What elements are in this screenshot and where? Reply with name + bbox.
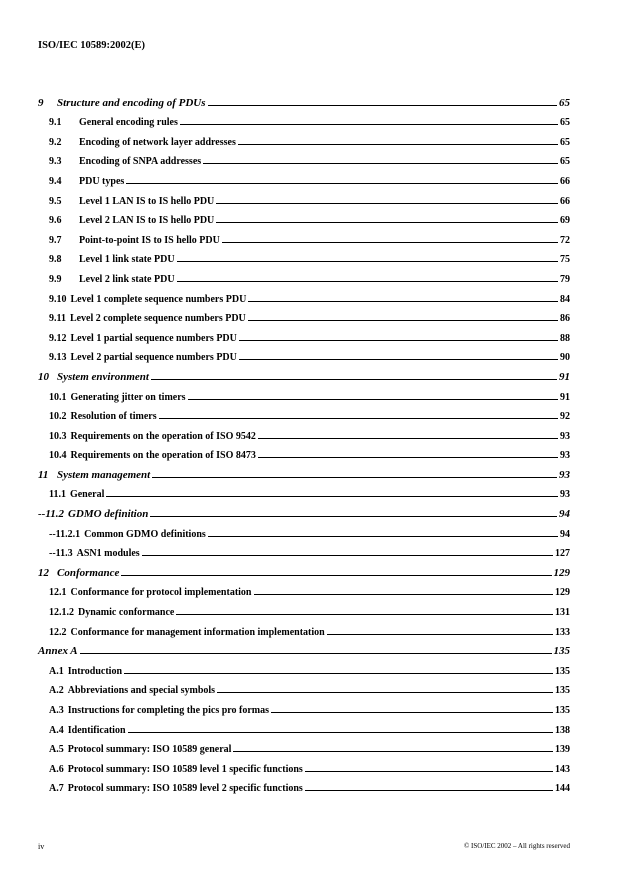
toc-entry-number: 9.7 [49, 234, 62, 246]
toc-subsection-entry[interactable] [38, 540, 570, 560]
toc-subsection-entry[interactable] [38, 422, 570, 442]
toc-entry-page: 72 [560, 234, 570, 246]
toc-leader-line [258, 438, 558, 439]
toc-subsection-entry[interactable] [38, 148, 570, 168]
toc-entry-number: --11.2.1 [49, 528, 81, 540]
toc-subsection-entry[interactable] [38, 324, 570, 344]
toc-entry-title: Conformance for protocol implementation [70, 587, 252, 599]
toc-entry-title: Resolution of timers [70, 411, 157, 423]
toc-entry-page: 75 [560, 254, 570, 266]
toc-subsection-entry[interactable] [38, 383, 570, 403]
toc-entry-page: 65 [560, 156, 570, 168]
toc-subsection-entry[interactable] [38, 579, 570, 599]
toc-entry-title: Conformance [57, 566, 120, 579]
toc-entry-number: 9.5 [49, 195, 62, 207]
toc-entry-page: 94 [559, 508, 570, 521]
toc-entry-number: 11.1 [49, 489, 66, 501]
toc-entry-title: PDU types [79, 175, 125, 187]
toc-subsection-entry[interactable] [38, 265, 570, 285]
toc-subsection-entry[interactable] [38, 305, 570, 325]
toc-subsection-entry[interactable] [38, 598, 570, 618]
toc-entry-title: Level 1 link state PDU [79, 254, 175, 266]
toc-entry-number: 11 [38, 468, 49, 481]
toc-entry-number: 12.1.2 [49, 607, 74, 619]
toc-subsection-entry[interactable] [38, 716, 570, 736]
toc-entry-page: 143 [555, 763, 570, 775]
toc-leader-line [305, 790, 553, 791]
toc-leader-line [180, 124, 558, 125]
toc-section-entry[interactable] [38, 500, 570, 520]
toc-leader-line [142, 555, 553, 556]
toc-entry-number: 9.13 [49, 352, 67, 364]
toc-entry-page: 93 [560, 489, 570, 501]
toc-leader-line [151, 379, 557, 380]
toc-subsection-entry[interactable] [38, 109, 570, 129]
toc-entry-page: 86 [560, 313, 570, 325]
toc-leader-line [121, 575, 551, 576]
toc-entry-page: 91 [560, 391, 570, 403]
toc-entry-page: 135 [553, 645, 570, 658]
toc-entry-number: A.4 [49, 724, 64, 736]
toc-entry-title: Level 2 partial sequence numbers PDU [70, 352, 237, 364]
toc-leader-line [159, 418, 558, 419]
toc-entry-number: 10.4 [49, 450, 67, 462]
toc-entry-number: 9.12 [49, 332, 67, 344]
toc-entry-number: A.7 [49, 783, 64, 795]
toc-entry-page: 127 [555, 548, 570, 560]
toc-leader-line [248, 301, 558, 302]
toc-entry-page: 135 [555, 705, 570, 716]
toc-entry-page: 144 [555, 783, 570, 795]
toc-entry-number: 9.6 [49, 215, 62, 227]
toc-entry-page: 79 [560, 273, 570, 285]
toc-entry-number: 9.3 [49, 156, 62, 168]
toc-leader-line [327, 634, 553, 635]
toc-leader-line [208, 536, 558, 537]
toc-subsection-entry[interactable] [38, 520, 570, 540]
toc-entry-page: 69 [560, 215, 570, 227]
toc-leader-line [80, 653, 552, 654]
toc-subsection-entry[interactable] [38, 403, 570, 423]
toc-entry-number: 9.8 [49, 254, 62, 266]
toc-leader-line [188, 399, 558, 400]
toc-entry-number: A.6 [49, 763, 64, 775]
toc-subsection-entry[interactable] [38, 344, 570, 364]
toc-entry-title: Dynamic conformance [78, 607, 175, 619]
toc-entry-page: 138 [555, 724, 570, 736]
toc-entry-number: A.5 [49, 744, 64, 756]
toc-leader-line [208, 105, 557, 106]
toc-entry-title: Protocol summary: ISO 10589 level 1 specific functions [67, 763, 303, 775]
toc-entry-title: Level 1 partial sequence numbers PDU [70, 332, 237, 344]
toc-entry-title: Level 1 complete sequence numbers PDU [70, 293, 247, 305]
toc-leader-line [124, 673, 553, 674]
toc-entry-number: 12.2 [49, 626, 67, 638]
toc-subsection-entry[interactable] [38, 775, 570, 795]
toc-leader-line [239, 340, 558, 341]
toc-subsection-entry[interactable] [38, 657, 570, 677]
toc-entry-title: Requirements on the operation of ISO 9542 [70, 430, 256, 442]
toc-entry-number: 10.1 [49, 391, 67, 403]
toc-entry-page: 93 [560, 430, 570, 442]
toc-leader-line [203, 163, 558, 164]
toc-subsection-entry[interactable] [38, 167, 570, 187]
toc-leader-line [216, 222, 558, 223]
toc-leader-line [177, 281, 558, 282]
toc-entry-title: Protocol summary: ISO 10589 general [67, 744, 232, 756]
toc-entry-title: Annex A [38, 645, 78, 658]
toc-subsection-entry[interactable] [38, 207, 570, 227]
toc-entry-number: --11.2 [38, 508, 64, 521]
toc-leader-line [217, 692, 553, 693]
toc-entry-page: 92 [560, 411, 570, 423]
toc-entry-number: 9.4 [49, 175, 62, 187]
toc-leader-line [238, 144, 558, 145]
toc-entry-title: ASN1 modules [76, 548, 140, 560]
toc-subsection-entry[interactable] [38, 696, 570, 716]
toc-entry-page: 94 [560, 528, 570, 540]
toc-subsection-entry[interactable] [38, 246, 570, 266]
toc-leader-line [177, 261, 558, 262]
toc-subsection-entry[interactable] [38, 481, 570, 501]
toc-entry-number: 9.9 [49, 273, 62, 285]
toc-subsection-entry[interactable] [38, 226, 570, 246]
toc-entry-title: Level 2 complete sequence numbers PDU [69, 313, 246, 325]
toc-leader-line [239, 359, 558, 360]
toc-leader-line [150, 516, 557, 517]
toc-entry-page: 65 [560, 117, 570, 129]
toc-entry-title: Common GDMO definitions [84, 528, 206, 540]
toc-entry-title: Level 2 LAN IS to IS hello PDU [79, 215, 215, 227]
toc-section-entry[interactable] [38, 559, 570, 579]
toc-subsection-entry[interactable] [38, 187, 570, 207]
toc-entry-page: 129 [553, 566, 570, 579]
toc-entry-title: Generating jitter on timers [70, 391, 186, 403]
toc-entry-title: Level 1 LAN IS to IS hello PDU [79, 195, 215, 207]
toc-entry-page: 66 [560, 195, 570, 207]
table-of-contents [38, 89, 570, 794]
toc-leader-line [305, 771, 553, 772]
toc-entry-page: 88 [560, 332, 570, 344]
toc-entry-page: 135 [555, 665, 570, 677]
toc-entry-number: 12.1 [49, 587, 67, 599]
toc-subsection-entry[interactable] [38, 618, 570, 638]
toc-subsection-entry[interactable] [38, 285, 570, 305]
toc-leader-line [176, 614, 553, 615]
toc-entry-page: 65 [559, 96, 570, 109]
toc-leader-line [152, 477, 557, 478]
toc-leader-line [258, 457, 558, 458]
toc-entry-title: GDMO definition [67, 508, 149, 521]
toc-section-entry[interactable] [38, 363, 570, 383]
toc-entry-page: 93 [559, 468, 570, 481]
toc-entry-page: 135 [555, 685, 570, 697]
toc-entry-title: Encoding of network layer addresses [79, 136, 236, 148]
toc-entry-title: Point-to-point IS to IS hello PDU [79, 234, 220, 246]
copyright-notice: © ISO/IEC 2002 – All rights reserved [463, 842, 570, 850]
toc-leader-line [248, 320, 558, 321]
page-number: iv [38, 842, 45, 851]
toc-entry-page: 65 [560, 136, 570, 148]
toc-entry-number: 10.2 [49, 411, 67, 423]
toc-entry-page: 131 [555, 607, 570, 619]
toc-leader-line [233, 751, 553, 752]
toc-leader-line [254, 594, 554, 595]
toc-entry-page: 93 [560, 450, 570, 462]
toc-entry-page: 84 [560, 293, 570, 305]
toc-leader-line [126, 183, 558, 184]
toc-entry-number: 10 [38, 370, 49, 383]
toc-entry-title: Abbreviations and special symbols [67, 685, 216, 697]
toc-entry-title: System management [57, 468, 151, 481]
toc-entry-number: A.1 [49, 665, 64, 677]
document-header: ISO/IEC 10589:2002(E) [38, 40, 146, 51]
toc-entry-number: 12 [38, 566, 49, 579]
toc-entry-page: 66 [560, 175, 570, 187]
toc-entry-number: 9.10 [49, 293, 67, 305]
toc-entry-title: Instructions for completing the pics pro formas [67, 705, 270, 716]
toc-entry-page: 90 [560, 352, 570, 364]
toc-entry-number: 9.11 [49, 313, 66, 325]
toc-subsection-entry[interactable] [38, 755, 570, 775]
toc-leader-line [106, 496, 558, 497]
toc-entry-number: 9.2 [49, 136, 62, 148]
toc-subsection-entry[interactable] [38, 736, 570, 756]
toc-entry-title: Protocol summary: ISO 10589 level 2 specific functions [67, 783, 303, 795]
toc-entry-title: Conformance for management information implementation [70, 626, 325, 638]
toc-leader-line [271, 712, 553, 713]
toc-entry-number: 9 [38, 96, 44, 109]
toc-subsection-entry[interactable] [38, 677, 570, 697]
toc-section-entry[interactable] [38, 461, 570, 481]
toc-leader-line [128, 732, 553, 733]
toc-entry-number: --11.3 [49, 548, 73, 560]
toc-leader-line [222, 242, 558, 243]
toc-entry-title: Requirements on the operation of ISO 8473 [70, 450, 256, 462]
toc-section-entry[interactable] [38, 638, 570, 658]
toc-subsection-entry[interactable] [38, 128, 570, 148]
toc-entry-title: General [69, 489, 105, 501]
toc-entry-page: 91 [559, 370, 570, 383]
toc-entry-title: Introduction [67, 665, 123, 677]
toc-section-entry[interactable] [38, 89, 570, 109]
toc-entry-number: A.3 [49, 705, 64, 716]
toc-leader-line [216, 203, 558, 204]
toc-entry-number: 9.1 [49, 117, 62, 129]
toc-entry-page: 133 [555, 626, 570, 638]
toc-entry-page: 129 [555, 587, 570, 599]
toc-entry-title: General encoding rules [79, 117, 178, 129]
toc-entry-title: System environment [57, 370, 149, 383]
toc-subsection-entry[interactable] [38, 442, 570, 462]
toc-entry-title: Identification [67, 724, 126, 736]
toc-entry-page: 139 [555, 744, 570, 756]
toc-entry-number: 10.3 [49, 430, 67, 442]
toc-entry-number: A.2 [49, 685, 64, 697]
toc-entry-title: Encoding of SNPA addresses [79, 156, 202, 168]
toc-entry-title: Level 2 link state PDU [79, 273, 175, 285]
toc-entry-title: Structure and encoding of PDUs [57, 96, 206, 109]
